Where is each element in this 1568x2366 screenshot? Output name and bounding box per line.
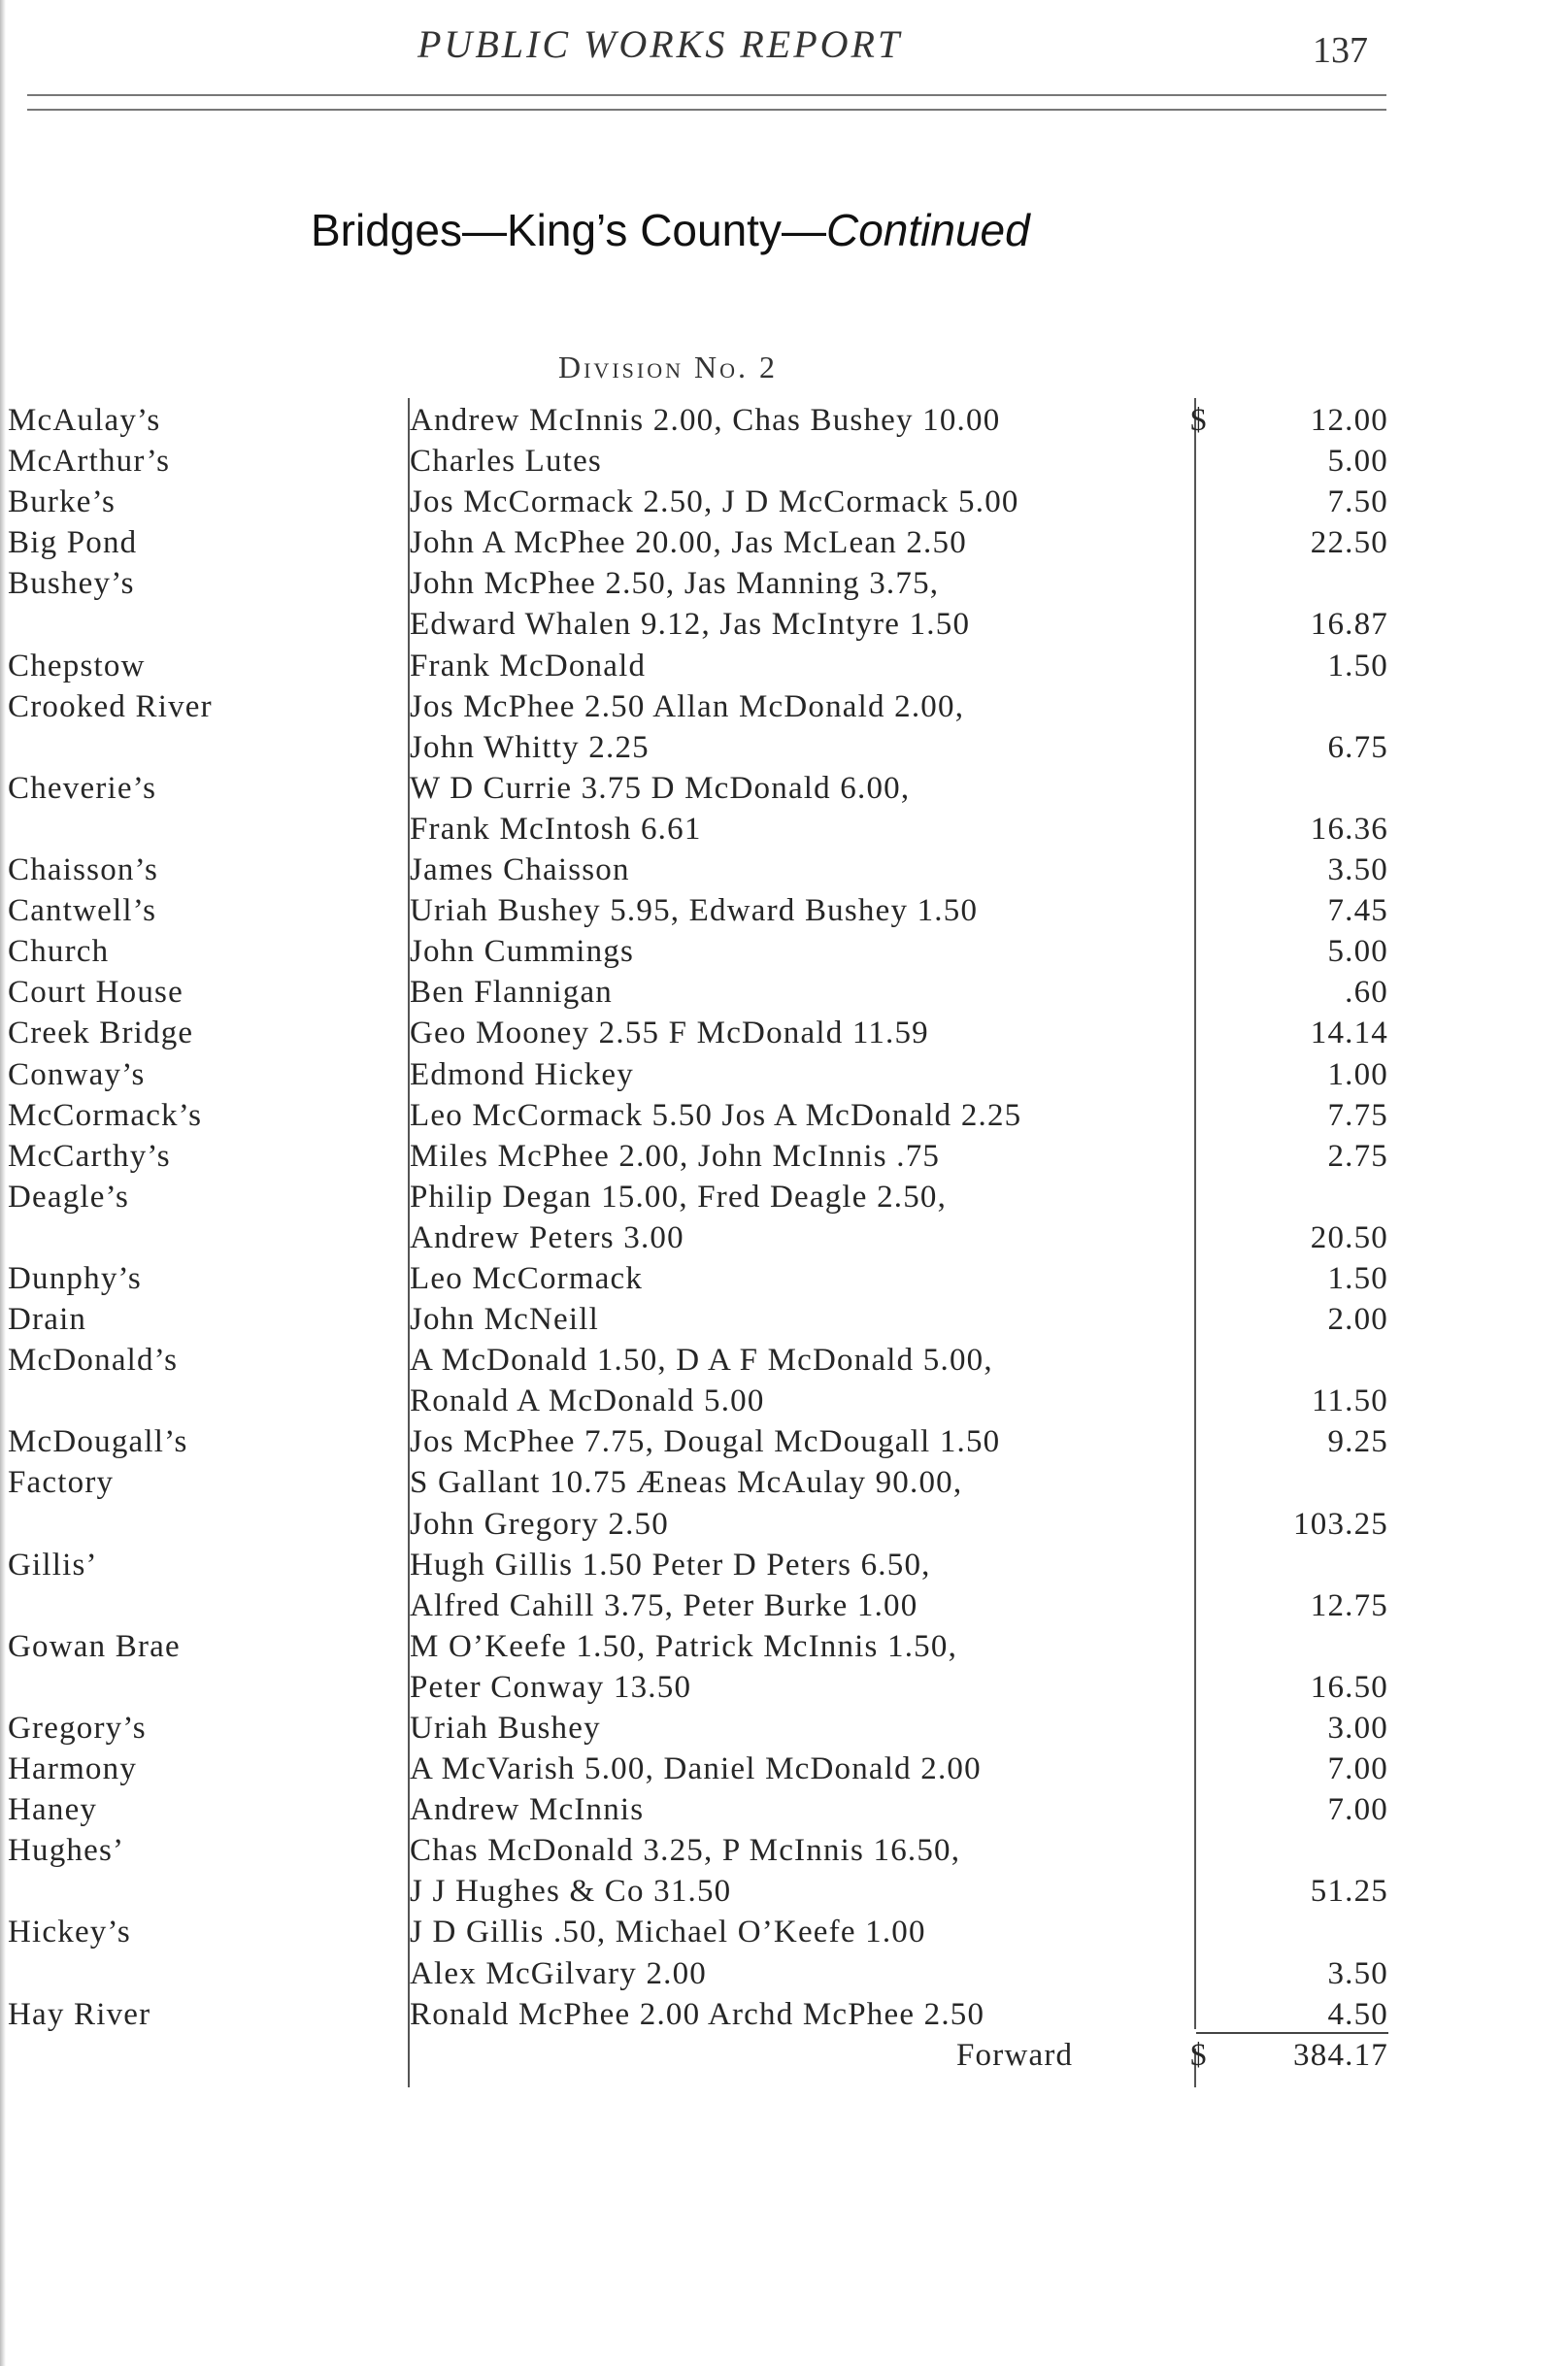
table-row	[0, 1871, 1568, 1912]
payee-details: Ronald McPhee 2.00 Archd McPhee 2.50	[410, 1996, 985, 2032]
bridge-name: Chepstow	[8, 648, 146, 683]
table-row	[0, 850, 1568, 890]
payee-details: Andrew McInnis	[410, 1792, 645, 1828]
table-row	[0, 1217, 1568, 1258]
bridge-name: Crooked River	[8, 688, 213, 724]
table-row	[0, 1258, 1568, 1299]
amount: 6.75	[1327, 729, 1388, 765]
payee-details: Miles McPhee 2.00, John McInnis .75	[410, 1138, 941, 1174]
bridge-name: Gregory’s	[8, 1711, 147, 1746]
bridge-name: Chaisson’s	[8, 852, 159, 888]
amount: 7.00	[1327, 1751, 1388, 1787]
table-row	[0, 1789, 1568, 1830]
table-row	[0, 1912, 1568, 1952]
bridge-name: Gillis’	[8, 1547, 98, 1583]
payee-details: A McDonald 1.50, D A F McDonald 5.00,	[410, 1343, 993, 1379]
amount: 2.75	[1327, 1138, 1388, 1174]
payee-details: S Gallant 10.75 Æneas McAulay 90.00,	[410, 1465, 963, 1501]
amount: 11.50	[1311, 1383, 1388, 1419]
payee-details: Ronald A McDonald 5.00	[410, 1383, 765, 1419]
payee-details: Jos McPhee 7.75, Dougal McDougall 1.50	[410, 1424, 1001, 1460]
bridge-name: Haney	[8, 1792, 98, 1828]
amount: 2.00	[1327, 1302, 1388, 1338]
table-row	[0, 1462, 1568, 1503]
forward-row	[0, 2035, 1568, 2076]
bridge-name: Deagle’s	[8, 1179, 130, 1215]
amount: 12.00	[1310, 403, 1388, 438]
table-row	[0, 972, 1568, 1013]
amount: 103.25	[1293, 1506, 1388, 1542]
amount: 1.50	[1327, 1260, 1388, 1296]
payee-details: M O’Keefe 1.50, Patrick McInnis 1.50,	[410, 1628, 958, 1664]
bridge-name: Dunphy’s	[8, 1260, 142, 1296]
amount: 7.50	[1327, 484, 1388, 520]
payee-details: Alfred Cahill 3.75, Peter Burke 1.00	[410, 1587, 918, 1623]
table-row	[0, 563, 1568, 604]
payee-details: Uriah Bushey	[410, 1711, 601, 1746]
ledger-table	[0, 400, 1568, 2076]
payee-details: W D Currie 3.75 D McDonald 6.00,	[410, 770, 911, 806]
bridge-name: Court House	[8, 975, 183, 1011]
table-row	[0, 1095, 1568, 1136]
division-heading: Division No. 2	[558, 350, 778, 384]
payee-details: Leo McCormack	[410, 1260, 644, 1296]
payee-details: John A McPhee 20.00, Jas McLean 2.50	[410, 525, 967, 561]
payee-details: Andrew McInnis 2.00, Chas Bushey 10.00	[410, 403, 1001, 438]
bridge-name: Big Pond	[8, 525, 138, 561]
table-row	[0, 686, 1568, 727]
table-row	[0, 482, 1568, 522]
bridge-name: Factory	[8, 1465, 115, 1501]
amount: 4.50	[1327, 1996, 1388, 2032]
bridge-name: McArthur’s	[8, 444, 171, 480]
amount: 5.00	[1327, 934, 1388, 970]
bridge-name: Hay River	[8, 1996, 151, 2032]
bridge-name: Cheverie’s	[8, 770, 157, 806]
amount: .60	[1345, 975, 1388, 1011]
payee-details: A McVarish 5.00, Daniel McDonald 2.00	[410, 1751, 982, 1787]
payee-details: John McPhee 2.50, Jas Manning 3.75,	[410, 566, 940, 602]
bridge-name: Harmony	[8, 1751, 138, 1787]
payee-details: J J Hughes & Co 31.50	[410, 1874, 732, 1910]
table-row	[0, 768, 1568, 809]
table-row	[0, 1994, 1568, 2035]
amount: 16.87	[1310, 607, 1388, 643]
table-row	[0, 1013, 1568, 1053]
table-row	[0, 1421, 1568, 1462]
amount: 5.00	[1327, 444, 1388, 480]
table-row	[0, 1708, 1568, 1749]
payee-details: Charles Lutes	[410, 444, 602, 480]
table-row	[0, 1299, 1568, 1340]
page-number: 137	[1313, 30, 1368, 71]
amount: 3.50	[1327, 852, 1388, 888]
payee-details: Frank McDonald	[410, 648, 647, 683]
amount: 22.50	[1310, 525, 1388, 561]
payee-details: James Chaisson	[410, 852, 630, 888]
table-row	[0, 931, 1568, 972]
table-row	[0, 1136, 1568, 1177]
payee-details: Uriah Bushey 5.95, Edward Bushey 1.50	[410, 893, 979, 929]
bridge-name: Creek Bridge	[8, 1016, 194, 1051]
currency-sign: $	[1190, 403, 1208, 438]
table-row	[0, 1381, 1568, 1421]
forward-currency: $	[1190, 2037, 1208, 2073]
payee-details: Geo Mooney 2.55 F McDonald 11.59	[410, 1016, 929, 1051]
amount: 16.50	[1310, 1669, 1388, 1705]
running-title: PUBLIC WORKS REPORT	[417, 22, 903, 66]
table-row	[0, 890, 1568, 931]
payee-details: Edmond Hickey	[410, 1056, 634, 1092]
bridge-name: McCormack’s	[8, 1097, 203, 1133]
amount: 3.00	[1327, 1711, 1388, 1746]
amount: 51.25	[1310, 1874, 1388, 1910]
bridge-name: Church	[8, 934, 110, 970]
payee-details: Leo McCormack 5.50 Jos A McDonald 2.25	[410, 1097, 1022, 1133]
table-row	[0, 1054, 1568, 1095]
amount: 7.45	[1327, 893, 1388, 929]
table-row	[0, 1545, 1568, 1585]
payee-details: Frank McIntosh 6.61	[410, 811, 702, 847]
table-row	[0, 1667, 1568, 1708]
header-rule	[27, 94, 1386, 96]
bridge-name: Gowan Brae	[8, 1628, 181, 1664]
forward-label: Forward	[956, 2037, 1074, 2073]
table-row	[0, 727, 1568, 768]
bridge-name: Hickey’s	[8, 1915, 131, 1950]
table-row	[0, 1504, 1568, 1545]
amount: 20.50	[1310, 1219, 1388, 1255]
amount: 14.14	[1310, 1016, 1388, 1051]
bridge-name: Conway’s	[8, 1056, 146, 1092]
bridge-name: McDougall’s	[8, 1424, 188, 1460]
payee-details: Edward Whalen 9.12, Jas McIntyre 1.50	[410, 607, 971, 643]
bridge-name: McDonald’s	[8, 1343, 179, 1379]
table-row	[0, 604, 1568, 645]
payee-details: John Cummings	[410, 934, 635, 970]
payee-details: Chas McDonald 3.25, P McInnis 16.50,	[410, 1833, 961, 1869]
bridge-name: Drain	[8, 1302, 87, 1338]
payee-details: Peter Conway 13.50	[410, 1669, 692, 1705]
amount: 16.36	[1310, 811, 1388, 847]
table-row	[0, 1177, 1568, 1217]
bridge-name: Burke’s	[8, 484, 117, 520]
payee-details: Jos McCormack 2.50, J D McCormack 5.00	[410, 484, 1019, 520]
amount: 7.00	[1327, 1792, 1388, 1828]
table-row	[0, 400, 1568, 441]
payee-details: J D Gillis .50, Michael O’Keefe 1.00	[410, 1915, 926, 1950]
table-row	[0, 1340, 1568, 1381]
header-rule	[27, 109, 1386, 111]
table-row	[0, 1953, 1568, 1994]
table-row	[0, 441, 1568, 482]
table-row	[0, 646, 1568, 686]
table-row	[0, 1749, 1568, 1789]
payee-details: Philip Degan 15.00, Fred Deagle 2.50,	[410, 1179, 948, 1215]
bridge-name: Bushey’s	[8, 566, 135, 602]
amount: 7.75	[1327, 1097, 1388, 1133]
bridge-name: McCarthy’s	[8, 1138, 171, 1174]
amount: 3.50	[1327, 1955, 1388, 1991]
amount: 1.50	[1327, 648, 1388, 683]
bridge-name: Hughes’	[8, 1833, 125, 1869]
payee-details: John Gregory 2.50	[410, 1506, 669, 1542]
payee-details: Andrew Peters 3.00	[410, 1219, 684, 1255]
table-row	[0, 522, 1568, 563]
amount: 1.00	[1327, 1056, 1388, 1092]
payee-details: Ben Flannigan	[410, 975, 613, 1011]
payee-details: John Whitty 2.25	[410, 729, 650, 765]
payee-details: Alex McGilvary 2.00	[410, 1955, 707, 1991]
section-title-main: Bridges—King’s County—	[311, 205, 826, 255]
section-title-continued: Continued	[825, 205, 1030, 255]
amount: 9.25	[1327, 1424, 1388, 1460]
table-row	[0, 809, 1568, 850]
section-title	[311, 204, 1030, 256]
amount: 12.75	[1310, 1587, 1388, 1623]
table-row	[0, 1830, 1568, 1871]
payee-details: Jos McPhee 2.50 Allan McDonald 2.00,	[410, 688, 965, 724]
table-row	[0, 1585, 1568, 1626]
payee-details: Hugh Gillis 1.50 Peter D Peters 6.50,	[410, 1547, 931, 1583]
table-row	[0, 1626, 1568, 1667]
bridge-name: Cantwell’s	[8, 893, 157, 929]
payee-details: John McNeill	[410, 1302, 599, 1338]
forward-amount: 384.17	[1293, 2037, 1388, 2073]
bridge-name: McAulay’s	[8, 403, 161, 438]
